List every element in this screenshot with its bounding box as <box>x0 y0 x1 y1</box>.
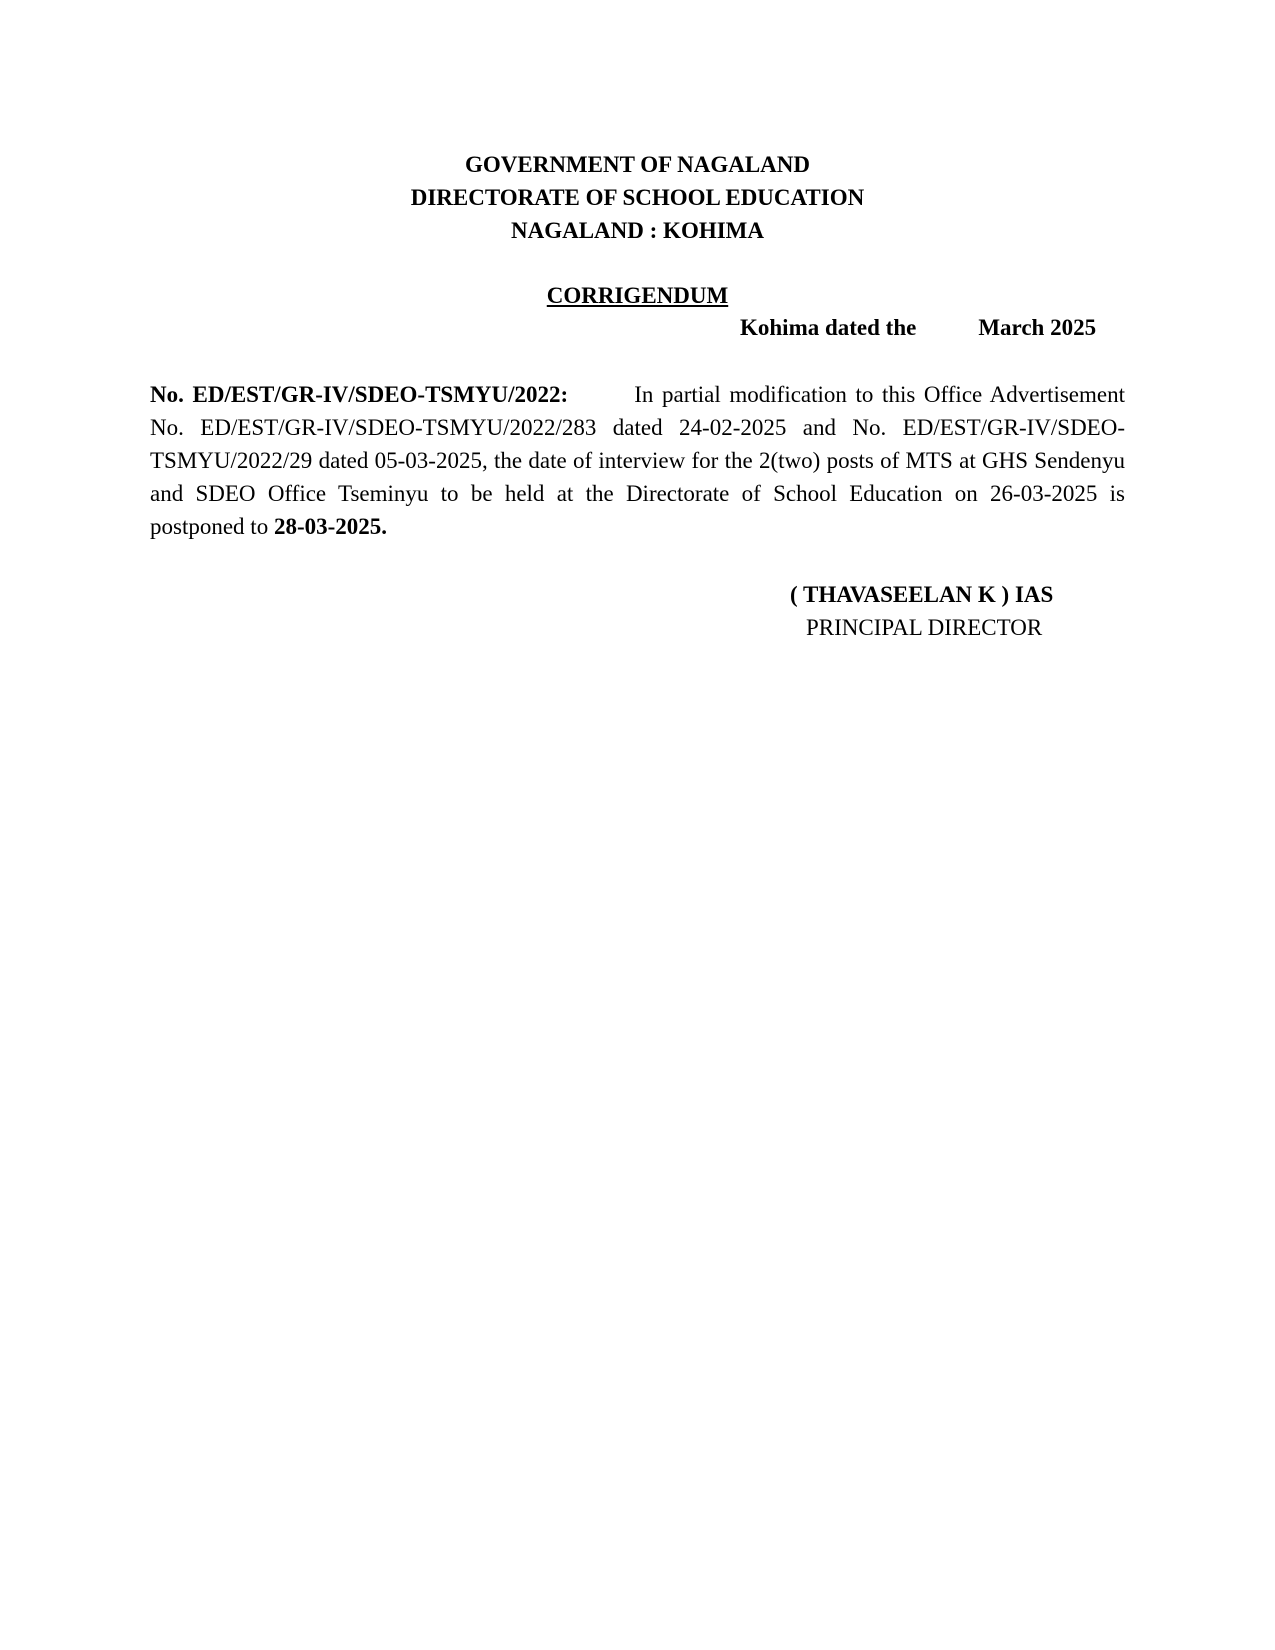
new-interview-date: 28-03-2025. <box>273 514 388 539</box>
signatory-name: ( THAVASEELAN K ) IAS <box>790 582 1054 607</box>
dateline <box>740 311 1096 344</box>
signatory-designation: PRINCIPAL DIRECTOR <box>806 615 1043 640</box>
dateline-month-year: March 2025 <box>978 315 1097 340</box>
header-government: GOVERNMENT OF NAGALAND <box>464 152 810 177</box>
body-text: In partial modification to this Office Advertisement No. ED/EST/GR-IV/SDEO-TSMYU/2022/283 dated 24-02-2025 and No. ED/EST/GR-IV/SDEO-TSMYU/2022/29 dated 05-03-2025, the date of interview for the 2(two) posts of MTS at GHS Sendenyu and SDEO Office Tseminyu to be held at the Directorate of School Education on 26-03-2025 is postponed to <box>150 382 1126 539</box>
reference-number: No. ED/EST/GR-IV/SDEO-TSMYU/2022: <box>150 382 569 407</box>
letterhead <box>0 148 1275 247</box>
header-location: NAGALAND : KOHIMA <box>511 218 764 243</box>
document-title: CORRIGENDUM <box>546 283 729 308</box>
corrigendum-body <box>150 378 1125 543</box>
signature-block <box>790 578 1053 644</box>
header-directorate: DIRECTORATE OF SCHOOL EDUCATION <box>410 185 865 210</box>
dateline-prefix: Kohima dated the <box>740 315 917 340</box>
